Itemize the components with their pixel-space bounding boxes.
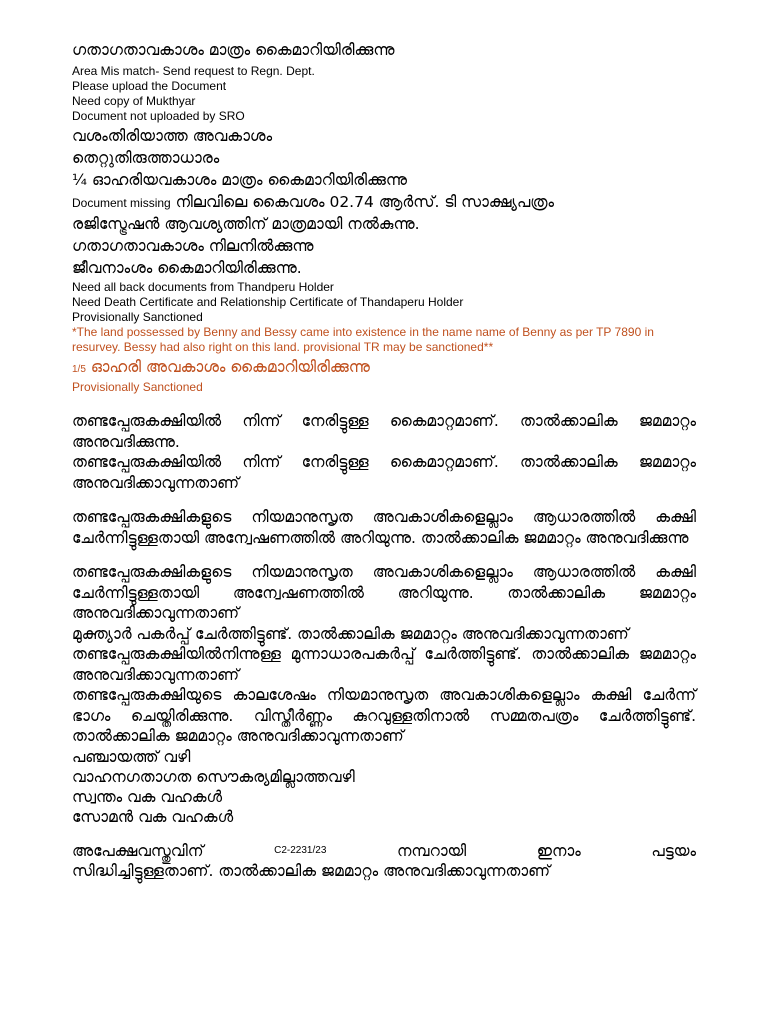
line-panchayat-road: പഞ്ചായത്ത് വഴി (72, 747, 191, 766)
line-obtained-sanction: സിദ്ധിച്ചിട്ടുള്ളതാണ്. താൽക്കാലിക ജമമാറ്റം അനുവദിക്കാവുന്നതാണ് (72, 862, 551, 880)
pattayam-text: പട്ടയം (651, 841, 696, 860)
line-no-vehicle-road: വാഹനഗതാഗത സൌകര്യമില്ലാത്തവഴി (72, 767, 355, 786)
note-provisionally-sanctioned-2: Provisionally Sanctioned (72, 380, 203, 394)
line-registration-only: രജിസ്ട്രേഷൻ ആവശ്യത്തിന് മാത്രമായി നൽകുന്നു. (72, 215, 420, 233)
para-mukthyar-copy: മുക്ത്യാർ പകർപ്പ് ചേർത്തിട്ടുണ്ട്. താൽക്കാലിക ജമമാറ്റം അനുവദിക്കാവുന്നതാണ് (72, 624, 629, 643)
fraction-label: 1/5 (72, 364, 86, 375)
line-own-property: സ്വന്തം വക വഹകൾ (72, 787, 223, 806)
document-page (72, 40, 696, 881)
line-maintenance: ജീവനാംശം കൈമാറിയിരിക്കുന്നു. (72, 259, 302, 277)
line-soman-property: സോമൻ വക വഹകൾ (72, 807, 234, 826)
note-benny-bessy: *The land possessed by Benny and Bessy came into existence in the name name of Benny as per TP 7890 in resurvey. Bessy had also right on this land. provisional TR may be sanctioned** (72, 325, 654, 354)
line-undivided-right: വശംതിരിയാത്ത അവകാശം (72, 127, 273, 145)
possession-certificate-text: നിലവിലെ കൈവശം 02.74 ആർസ്. ടി സാക്ഷ്യപത്രം (175, 193, 554, 211)
case-number: C2-2231/23 (274, 844, 327, 856)
note-area-mismatch: Area Mis match- Send request to Regn. Dept. (72, 64, 315, 78)
number-text: നമ്പറായി (397, 841, 467, 860)
note-death-certificate: Need Death Certificate and Relationship Certificate of Thandaperu Holder (72, 295, 464, 309)
note-provisionally-sanctioned: Provisionally Sanctioned (72, 310, 203, 324)
line-heading: ഗതാഗതാവകാശം മാത്രം കൈമാറിയിരിക്കുന്നു (72, 41, 395, 59)
para-direct-transfer-1: തണ്ടപ്പേരുകക്ഷിയിൽ നിന്ന് നേരിട്ടുള്ള കൈമാറ്റമാണ്. താൽക്കാലിക ജമമാറ്റം അനുവദിക്കുന്നു. (72, 412, 696, 451)
inam-pattayam-row (72, 841, 696, 862)
line-transport-right: ഗതാഗതാവകാശം നിലനിൽക്കുന്നു (72, 237, 314, 255)
line-quarter-share: ¼ ഓഹരിയവകാശം മാത്രം കൈമാറിയിരിക്കുന്നു (72, 171, 407, 189)
para-direct-transfer-2: തണ്ടപ്പേരുകക്ഷിയിൽ നിന്ന് നേരിട്ടുള്ള കൈമാറ്റമാണ്. താൽക്കാലിക ജമമാറ്റം അനുവദിക്കാവുന്നതാണ് (72, 453, 696, 492)
applicant-property-text: അപേക്ഷവസ്തുവിന് (72, 841, 204, 860)
note-copy-mukthyar: Need copy of Mukthyar (72, 94, 196, 108)
one-fifth-share-text: ഓഹരി അവകാശം കൈമാറിയിരിക്കുന്നു (90, 358, 370, 376)
para-legal-heirs-1: തണ്ടപ്പേരുകക്ഷികളുടെ നിയമാനുസൃത അവകാശികളെല്ലാം ആധാരത്തിൽ കക്ഷി ചേർന്നിട്ടുള്ളതായി അന്വേഷണത്തിൽ അറിയുന്നു. താൽക്കാലിക ജമമാറ്റം അനുവദിക്കുന്നു (72, 508, 696, 547)
note-back-documents: Need all back documents from Thandperu Holder (72, 280, 334, 294)
line-correction-deed: തെറ്റുതിരുത്താധാരം (72, 149, 220, 167)
document-missing-label: Document missing (72, 196, 171, 210)
line-one-fifth-share (72, 357, 696, 380)
para-previous-deed-copy: തണ്ടപ്പേരുകക്ഷിയിൽനിന്നുള്ള മുന്നാധാരപകർപ്പ് ചേർത്തിട്ടുണ്ട്. താൽക്കാലിക ജമമാറ്റം അനുവദിക്കാവുന്നതാണ് (72, 645, 696, 684)
note-upload-document: Please upload the Document (72, 79, 227, 93)
note-not-uploaded: Document not uploaded by SRO (72, 109, 245, 123)
inam-text: ഇനാം (536, 841, 581, 860)
para-partition: തണ്ടപ്പേരുകക്ഷിയുടെ കാലശേഷം നിയമാനുസൃത അവകാശികളെല്ലാം കക്ഷി ചേർന്ന് ഭാഗം ചെയ്തിരിക്കുന്നു. വിസ്തീർണ്ണം കുറവുള്ളതിനാൽ സമ്മതപത്രം ചേർത്തിട്ടുണ്ട്. താൽക്കാലിക ജമമാറ്റം അനുവദിക്കാവുന്നതാണ് (72, 686, 696, 745)
para-legal-heirs-2: തണ്ടപ്പേരുകക്ഷികളുടെ നിയമാനുസൃത അവകാശികളെല്ലാം ആധാരത്തിൽ കക്ഷി ചേർന്നിട്ടുള്ളതായി അന്വേഷണത്തിൽ അറിയുന്നു. താൽക്കാലിക ജമമാറ്റം അനുവദിക്കാവുന്നതാണ് (72, 563, 696, 622)
line-document-missing (72, 192, 696, 212)
